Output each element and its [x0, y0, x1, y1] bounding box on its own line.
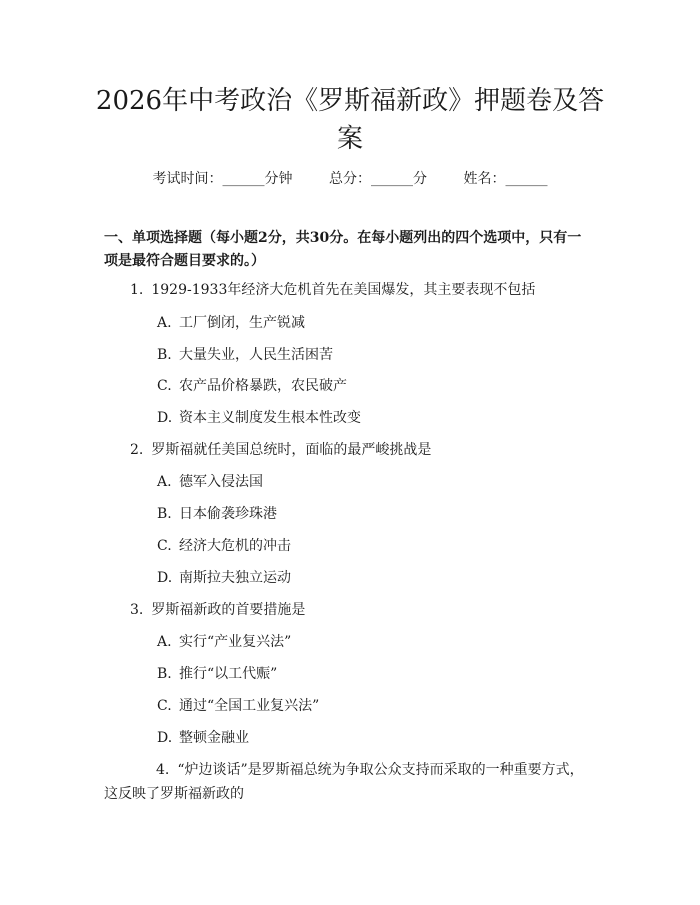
total-score: 总分：______分 [329, 171, 427, 187]
option-label: C. [157, 538, 172, 554]
option-label: B. [157, 666, 172, 682]
question-2-option-a [157, 471, 263, 493]
question-3-option-c [157, 695, 319, 717]
option-text: 整顿金融业 [179, 730, 249, 746]
option-label: D. [157, 730, 173, 746]
option-label: D. [157, 570, 173, 586]
question-3-option-a [157, 631, 291, 653]
option-label: A. [157, 634, 172, 650]
option-label: A. [157, 474, 172, 490]
option-label: C. [157, 698, 172, 714]
exam-meta [0, 168, 700, 188]
option-text: 南斯拉夫独立运动 [179, 570, 291, 586]
option-text: 工厂倒闭，生产锐减 [179, 315, 305, 331]
section-heading: 一、单项选择题（每小题2分，共30分。在每小题列出的四个选项中，只有一项是最符合题目要求的。） [104, 230, 582, 269]
exam-time: 考试时间：______分钟 [152, 171, 293, 187]
question-4 [104, 758, 594, 806]
question-text: “炉边谈话”是罗斯福总统为争取公众支持而采取的一种重要方式，这反映了罗斯福新政的 [104, 762, 584, 802]
question-1-option-d [157, 407, 361, 429]
question-3-option-b [157, 663, 277, 685]
question-2-option-c [157, 535, 291, 557]
question-2-option-b [157, 503, 277, 525]
option-text: 德军入侵法国 [179, 474, 263, 490]
option-label: A. [157, 315, 172, 331]
option-text: 推行“以工代赈” [179, 666, 278, 682]
question-1-option-b [157, 344, 333, 366]
question-number: 1. [130, 282, 144, 298]
option-label: B. [157, 506, 172, 522]
question-number: 2. [130, 442, 144, 458]
page-title: 2026年中考政治《罗斯福新政》押题卷及答案 [95, 86, 605, 154]
option-text: 经济大危机的冲击 [179, 538, 291, 554]
question-number: 4. [156, 762, 170, 778]
question-3 [130, 599, 305, 621]
student-name: 姓名：______ [463, 171, 548, 187]
question-2-option-d [157, 567, 291, 589]
question-number: 3. [130, 602, 144, 618]
question-3-option-d [157, 727, 249, 749]
question-text: 1929-1933年经济大危机首先在美国爆发，其主要表现不包括 [151, 282, 536, 298]
option-text: 农产品价格暴跌，农民破产 [179, 378, 347, 394]
option-text: 资本主义制度发生根本性改变 [179, 410, 361, 426]
option-label: B. [157, 347, 172, 363]
question-1-option-c [157, 375, 347, 397]
option-text: 通过“全国工业复兴法” [179, 698, 320, 714]
question-text: 罗斯福就任美国总统时，面临的最严峻挑战是 [151, 442, 432, 458]
option-label: C. [157, 378, 172, 394]
option-label: D. [157, 410, 173, 426]
option-text: 日本偷袭珍珠港 [179, 506, 277, 522]
option-text: 实行“产业复兴法” [179, 634, 292, 650]
question-1 [130, 279, 535, 301]
question-2 [130, 439, 431, 461]
question-1-option-a [157, 312, 305, 334]
option-text: 大量失业，人民生活困苦 [179, 347, 333, 363]
question-text: 罗斯福新政的首要措施是 [151, 602, 306, 618]
